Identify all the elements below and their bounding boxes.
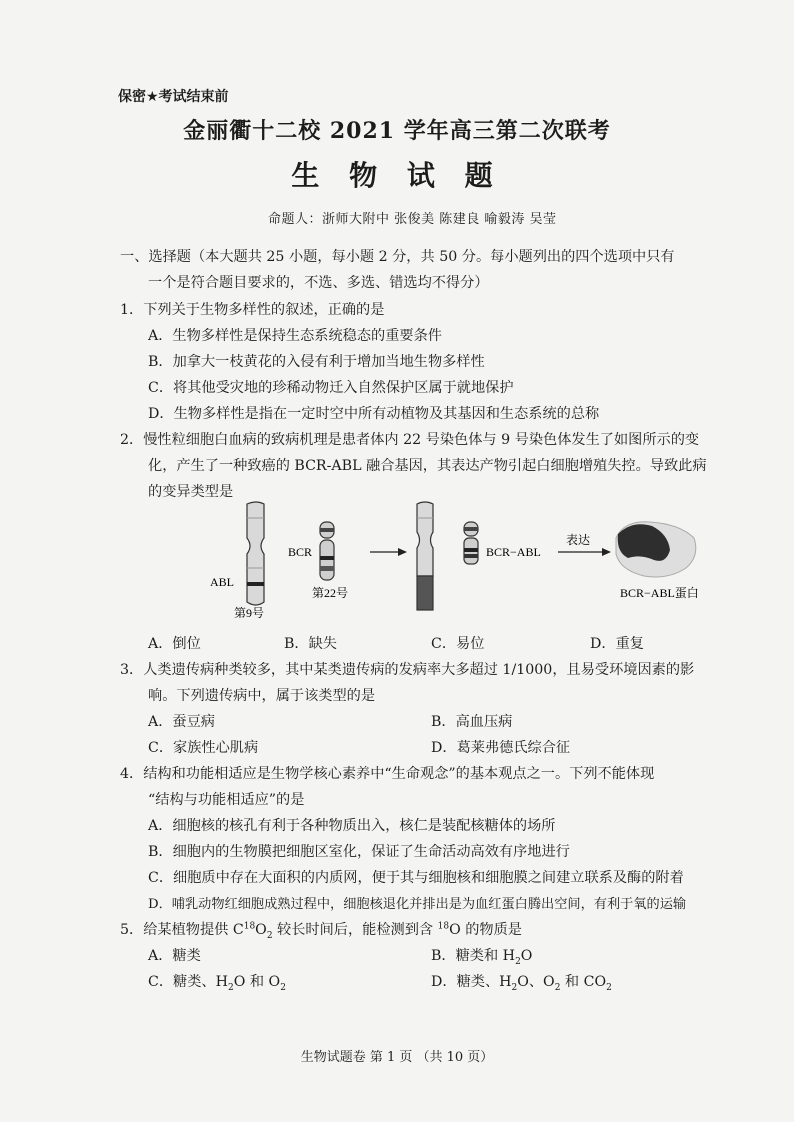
bcr-gene-band [320, 556, 334, 560]
q3-option-a: A．蚕豆病 [148, 714, 215, 730]
bcr-abl-label: BCR−ABL [486, 545, 541, 559]
q2-option-d: D．重复 [590, 636, 644, 652]
q2-option-a: A．倒位 [148, 636, 201, 652]
derivative-chromosome-9 [417, 502, 433, 610]
q4-option-a: A．细胞核的核孔有利于各种物质出入，核仁是装配核糖体的场所 [148, 818, 556, 834]
q2-option-c: C．易位 [431, 636, 485, 652]
authors-line: 命题人：浙师大附中 张俊美 陈建良 喻毅涛 吴莹 [268, 212, 557, 227]
q5-option-a: A．糖类 [148, 948, 201, 964]
q1-option-d: D．生物多样性是指在一定时空中所有动植物及其基因和生态系统的总称 [148, 406, 600, 422]
bcr-abl-chromosome [464, 522, 478, 564]
confidential-label: 保密★考试结束前 [118, 89, 229, 105]
q4-option-c: C．细胞质中存在大面积的内质网，便于其与细胞核和细胞膜之间建立联系及酶的附着 [148, 870, 684, 886]
q4-option-b: B．细胞内的生物膜把细胞区室化，保证了生命活动高效有序地进行 [148, 844, 570, 860]
q1-stem: 1．下列关于生物多样性的叙述，正确的是 [120, 302, 385, 318]
q5-option-d: D．糖类、$H_2O$、$O_2$ 和 $CO_2$ [431, 974, 612, 993]
q2-stem-line2: 化，产生了一种致癌的 BCR-ABL 融合基因，其表达产物引起白细胞增殖失控。导致此病 [148, 458, 707, 474]
q3-stem-line2: 响。下列遗传病中，属于该类型的是 [148, 688, 376, 704]
section-heading-line1: 一、选择题（本大题共 25 小题，每小题 2 分，共 50 分。每小题列出的四个选项中只有 [120, 249, 675, 265]
chromosome-translocation-figure [200, 498, 720, 628]
abl-gene-band [247, 582, 264, 586]
abl-label: ABL [210, 575, 234, 589]
q3-option-c: C．家族性心肌病 [148, 740, 259, 756]
q4-stem-line1: 4．结构和功能相适应是生物学核心素养中“生命观念”的基本观点之一。下列不能体现 [120, 766, 655, 782]
q3-option-b: B．高血压病 [431, 714, 513, 730]
chr22-label: 第22号 [312, 586, 349, 600]
q3-stem-line1: 3．人类遗传病种类较多，其中某类遗传病的发病率大多超过 1/1000，且易受环境因素的影 [120, 662, 695, 678]
q2-option-b: B．缺失 [284, 636, 337, 652]
express-label: 表达 [566, 533, 591, 547]
chr9-label: 第9号 [234, 606, 265, 620]
bcr-abl-protein [616, 522, 696, 577]
q5-stem: 5．给某植物提供 $C^{18}O_2$ 较长时间后，能检测到含 $^{18}$O 的物质是 [120, 921, 522, 941]
chromosome-9 [247, 502, 264, 605]
q4-option-d: D．哺乳动物红细胞成熟过程中，细胞核退化并排出是为血红蛋白腾出空间，有利于氧的运输 [148, 897, 687, 912]
q1-option-c: C．将其他受灾地的珍稀动物迁入自然保护区属于就地保护 [148, 380, 514, 396]
chromosome-22 [320, 522, 334, 580]
q1-option-a: A．生物多样性是保持生态系统稳态的重要条件 [148, 328, 442, 344]
q1-option-b: B．加拿大一枝黄花的入侵有利于增加当地生物多样性 [148, 354, 485, 370]
exam-title: 金丽衢十二校 2021 学年高三第二次联考 [183, 118, 611, 144]
q2-stem-line1: 2．慢性粒细胞白血病的致病机理是患者体内 22 号染色体与 9 号染色体发生了如图所示的变 [120, 432, 700, 448]
section-heading-line2: 一个是符合题目要求的，不选、多选、错选均不得分） [148, 275, 489, 291]
q2-stem-line3: 的变异类型是 [148, 484, 234, 500]
bcr-label: BCR [288, 545, 313, 559]
q4-stem-line2: “结构与功能相适应”的是 [148, 792, 305, 808]
q5-option-b: B．糖类和 $H_2O$ [431, 948, 533, 967]
q5-option-c: C．糖类、$H_2O$ 和 $O_2$ [148, 974, 286, 993]
protein-label: BCR−ABL蛋白 [620, 586, 699, 600]
page-footer: 生物试题卷 第 1 页 （共 10 页） [300, 1050, 494, 1065]
q3-option-d: D．葛莱弗德氏综合征 [431, 740, 571, 756]
subject-title: 生 物 试 题 [291, 159, 503, 192]
